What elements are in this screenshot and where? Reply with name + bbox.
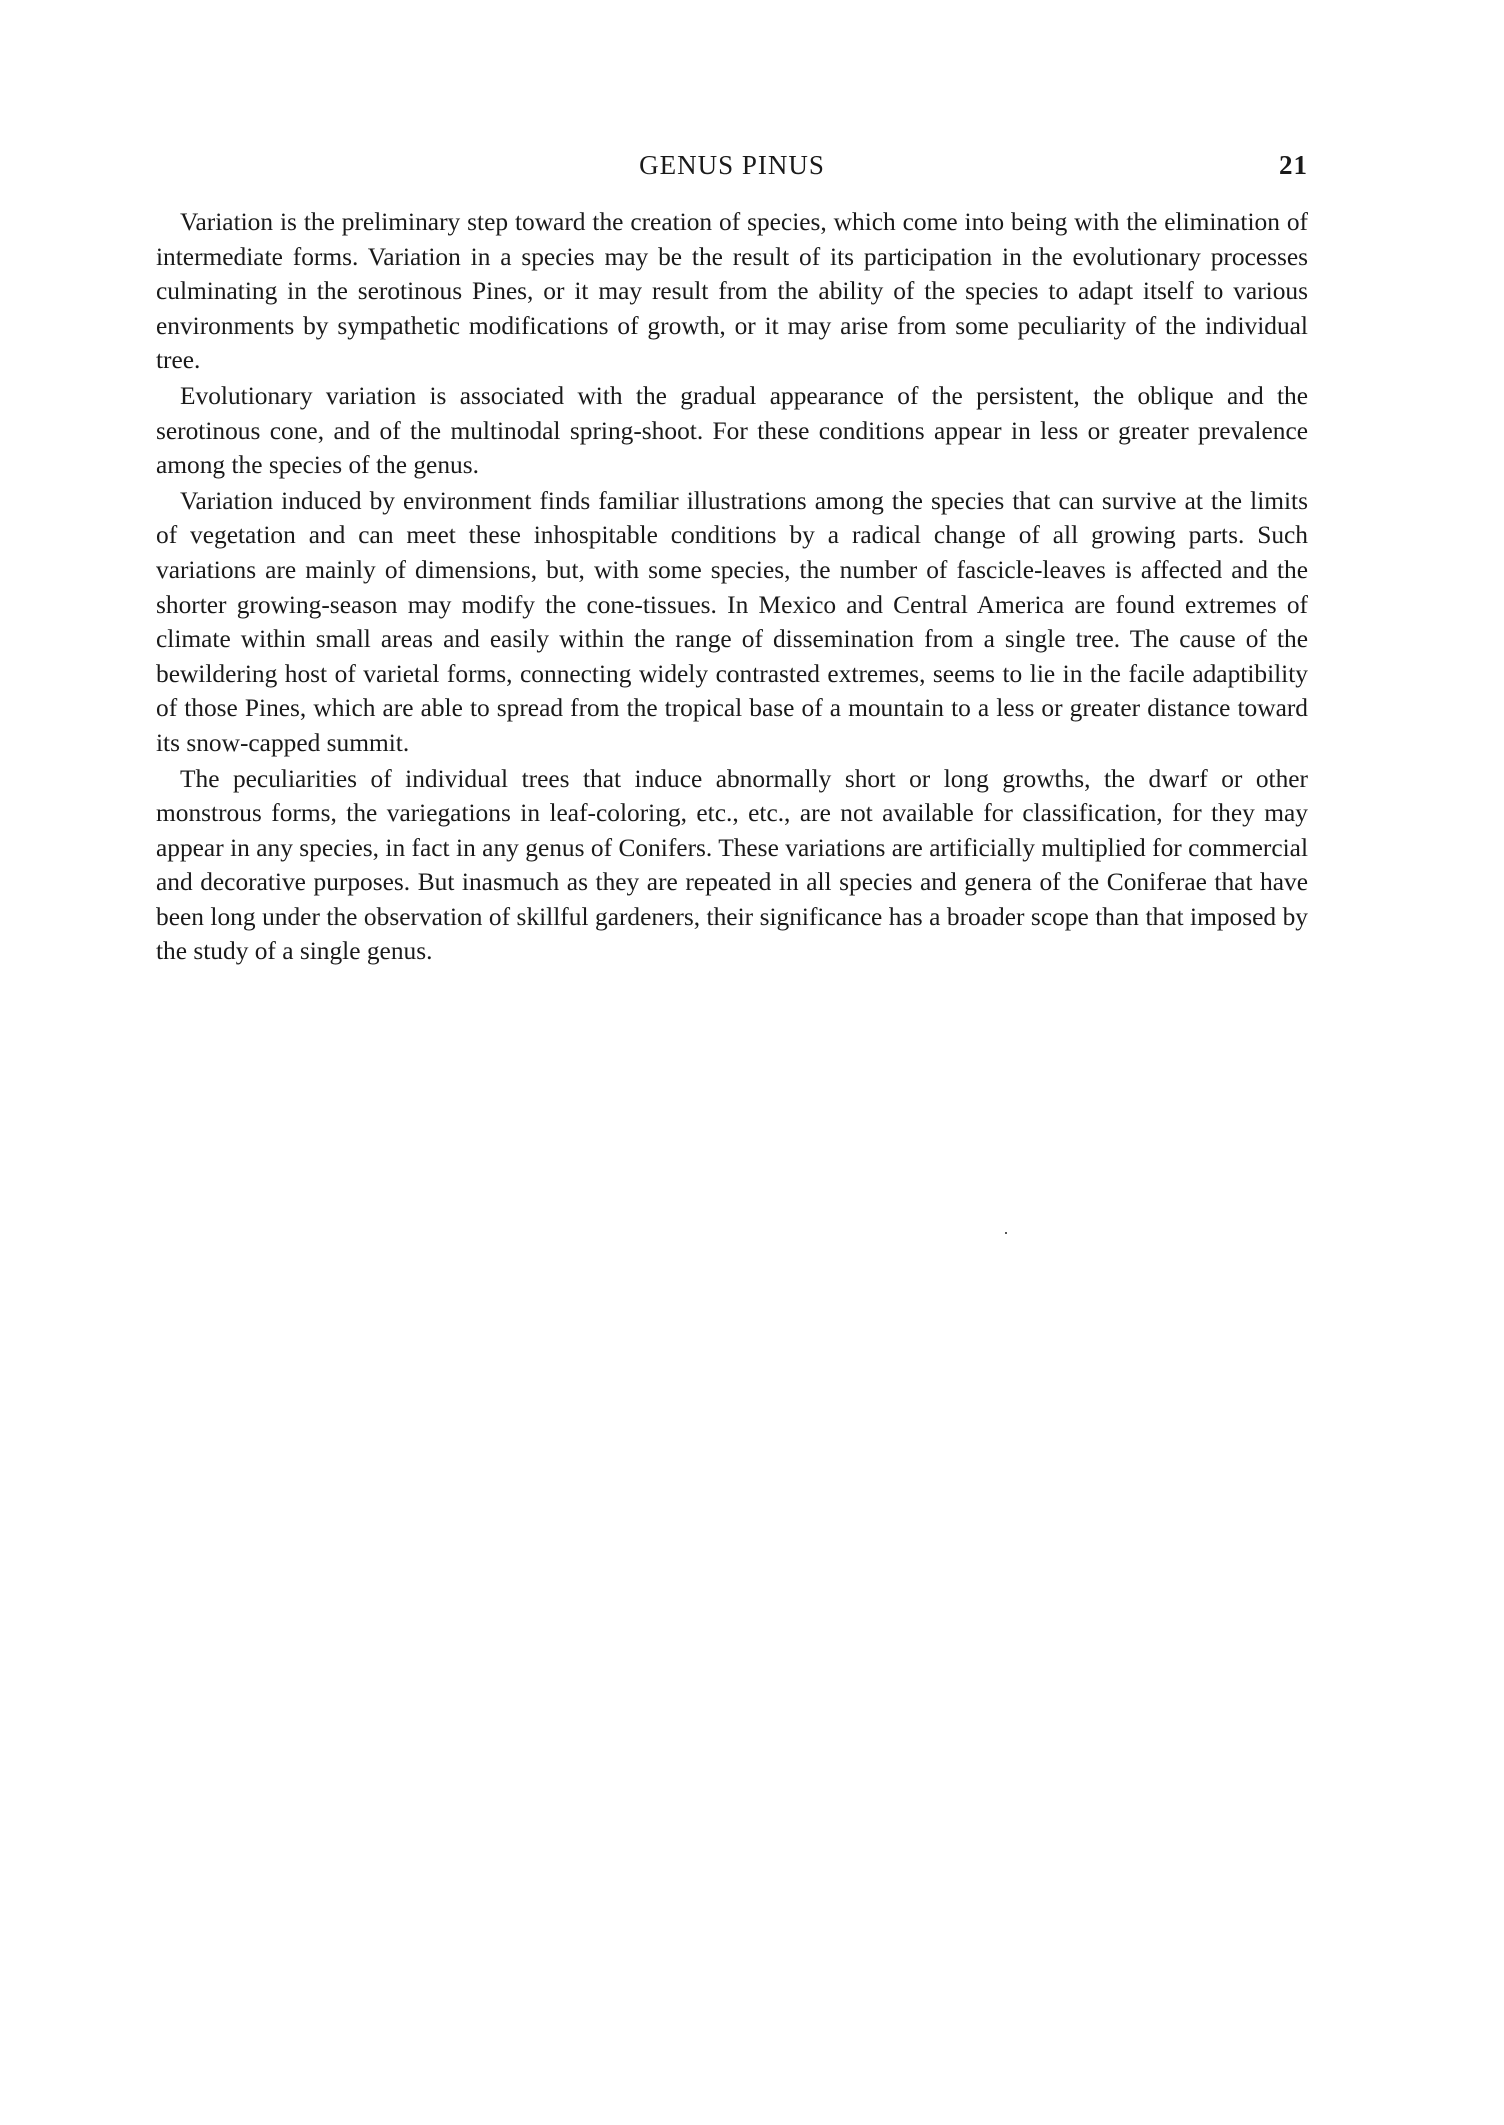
body-text — [156, 205, 1308, 970]
paragraph-variation-intro: Variation is the preliminary step toward the creation of species, which come into being with the elimination of intermediate forms. Variation in a species may be the result of its participation in the evolutionary processes culminating in the serotinous Pines, or it may result from the ability of the species to adapt itself to various environments by sympathetic modifications of growth, or it may arise from some peculiarity of the individual tree. — [156, 208, 1308, 375]
paragraph-environmental-variation: Variation induced by environment finds familiar illustrations among the species that can survive at the limits of vegetation and can meet these inhospitable conditions by a radical change of all growing parts. Such variations are mainly of dimensions, but, with some species, the number of fascicle-leaves is affected and the shorter growing-season may modify the cone-tissues. In Mexico and Central America are found extremes of climate within small areas and easily within the range of dissemination from a single tree. The cause of the bewildering host of varietal forms, connecting widely contrasted extremes, seems to lie in the facile adaptibility of those Pines, which are able to spread from the tropical base of a mountain to a less or greater distance toward its snow-capped summit. — [156, 486, 1308, 757]
page-number: 21 — [1279, 150, 1308, 180]
running-title: GENUS PINUS — [639, 150, 825, 180]
stray-ink-mark — [1005, 1232, 1007, 1234]
paragraph-evolutionary-variation: Evolutionary variation is associated with the gradual appearance of the persistent, the oblique and the serotinous cone, and of the multinodal spring-shoot. For these conditions appear in less or greater prevalence among the species of the genus. — [156, 381, 1308, 480]
paragraph-individual-peculiarities: The peculiarities of individual trees that induce abnormally short or long growths, the dwarf or other monstrous forms, the variegations in leaf-coloring, etc., etc., are not available for classification, for they may appear in any species, in fact in any genus of Conifers. These variations are artificially multiplied for commercial and decorative purposes. But inasmuch as they are repeated in all species and genera of the Coniferae that have been long under the observation of skillful gardeners, their significance has a broader scope than that imposed by the study of a single genus. — [156, 764, 1308, 966]
running-head — [156, 150, 1308, 190]
